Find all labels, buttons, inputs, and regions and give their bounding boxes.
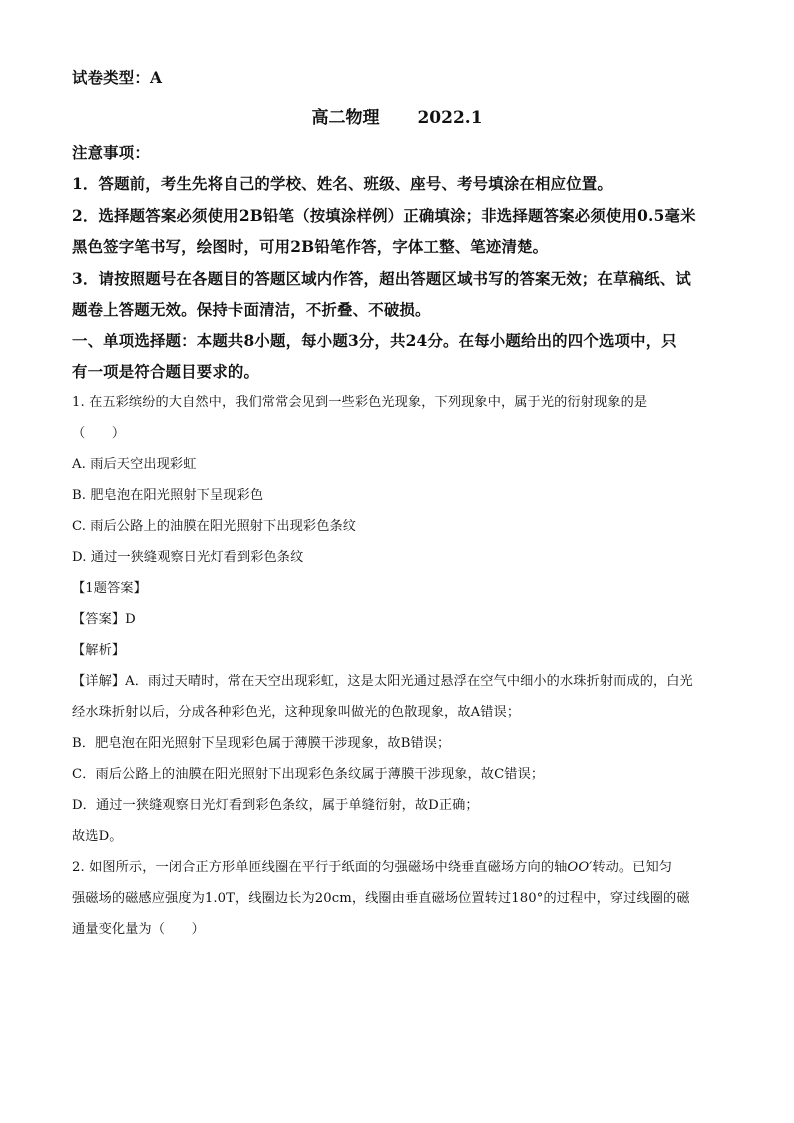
detail-line: 故选D。 (72, 829, 123, 844)
notice-item: 题卷上答题无效。保持卡面清洁，不折叠、不破损。 (72, 301, 431, 319)
detail-line: D．通过一狭缝观察日光灯看到彩色条纹，属于单缝衍射，故D正确； (72, 798, 479, 813)
exam-date: 2022.1 (417, 108, 483, 128)
answer-header: 【1题答案】 (72, 581, 147, 596)
question-2-line: 通量变化量为（ ） (72, 922, 205, 937)
paper-type: 试卷类型：A (72, 69, 163, 87)
notice-item: 1．答题前，考生先将自己的学校、姓名、班级、座号、考号填涂在相应位置。 (72, 175, 613, 193)
question-1-stem: 1. 在五彩缤纷的大自然中，我们常常会见到一些彩色光现象，下列现象中，属于光的衍射现象的是 (72, 395, 648, 410)
option-a: A. 雨后天空出现彩虹 (72, 457, 197, 472)
question-1-blank: （ ） (72, 426, 126, 441)
subject-title: 高二物理 (311, 108, 380, 128)
analysis-header: 【解析】 (72, 643, 126, 658)
answer: 【答案】D (72, 612, 136, 627)
detail-line: 经水珠折射以后，分成各种彩色光，这种现象叫做光的色散现象，故A错误； (72, 705, 521, 720)
option-d: D. 通过一狭缝观察日光灯看到彩色条纹 (72, 550, 304, 565)
detail-line: B．肥皂泡在阳光照射下呈现彩色属于薄膜干涉现象，故B错误； (72, 736, 451, 751)
option-c: C. 雨后公路上的油膜在阳光照射下出现彩色条纹 (72, 519, 357, 534)
rotation-axis-label: OO′ (567, 860, 593, 875)
question-2-line: 强磁场的磁感应强度为1.0T，线圈边长为20cm，线圈由垂直磁场位置转过180°的过程中，穿过线圈的磁 (72, 891, 690, 906)
notice-item: 2．选择题答案必须使用2B铅笔（按填涂样例）正确填涂；非选择题答案必须使用0.5毫米 (72, 207, 696, 225)
question-2-stem-end: 转动。已知匀 (592, 860, 673, 875)
page-title (0, 103, 794, 128)
question-2-stem-start: 2. 如图所示，一闭合正方形单匝线圈在平行于纸面的匀强磁场中绕垂直磁场方向的轴 (72, 860, 568, 875)
notice-item: 3．请按照题号在各题目的答题区域内作答，超出答题区域书写的答案无效；在草稿纸、试 (72, 270, 691, 288)
section-heading-cont: 有一项是符合题目要求的。 (72, 363, 260, 381)
option-b: B. 肥皂泡在阳光照射下呈现彩色 (72, 488, 264, 503)
section-heading: 一、单项选择题：本题共8小题，每小题3分，共24分。在每小题给出的四个选项中，只 (72, 332, 677, 350)
notice-heading: 注意事项： (72, 144, 150, 162)
detail-line: 【详解】A．雨过天晴时，常在天空出现彩虹，这是太阳光通过悬浮在空气中细小的水珠折射而成的，白光 (72, 674, 693, 689)
notice-item: 黑色签字笔书写，绘图时，可用2B铅笔作答，字体工整、笔迹清楚。 (72, 238, 549, 256)
question-2-stem (72, 856, 672, 875)
detail-line: C．雨后公路上的油膜在阳光照射下出现彩色条纹属于薄膜干涉现象，故C错误； (72, 767, 545, 782)
